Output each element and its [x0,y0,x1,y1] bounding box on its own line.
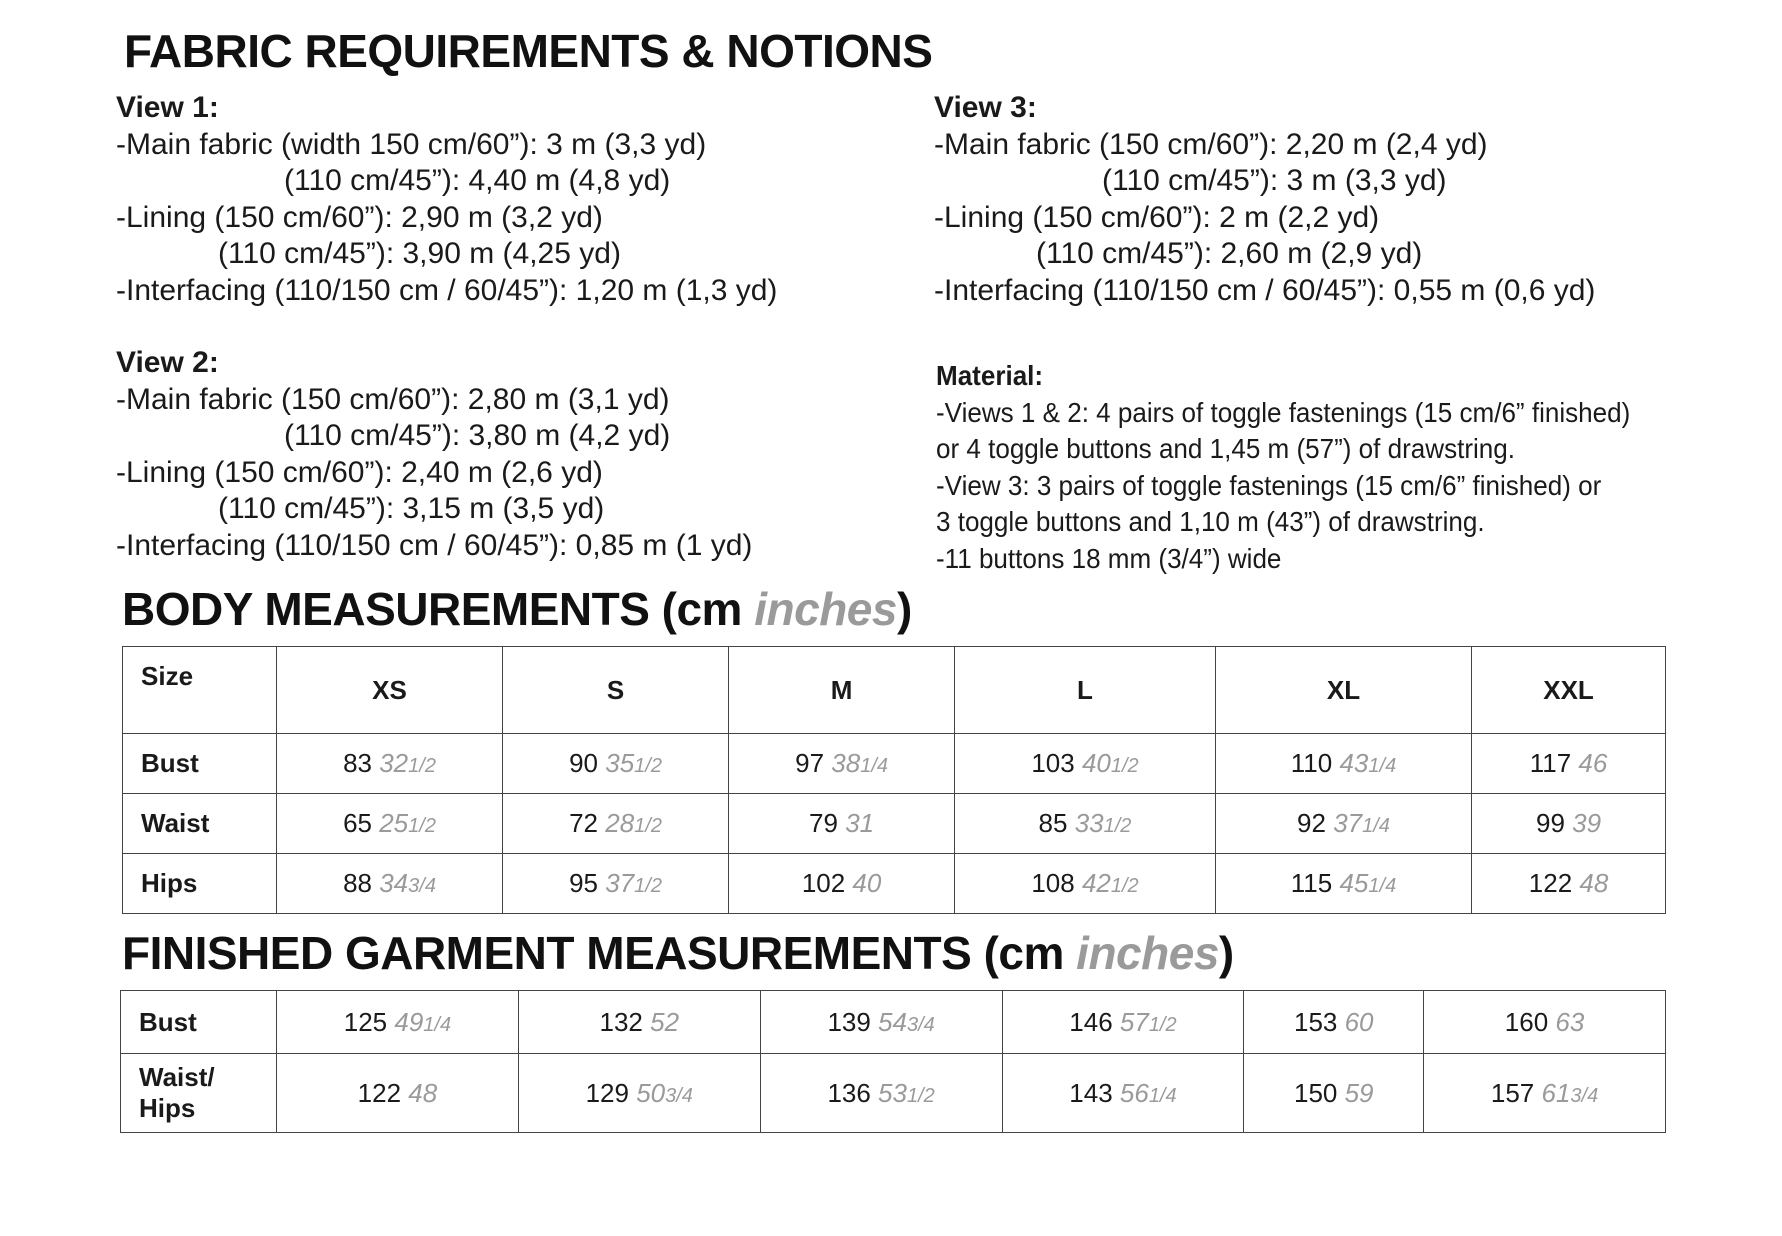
measurement-cell [1215,794,1471,854]
measurement-cell [1244,991,1424,1054]
inch-value: 25 [379,808,409,838]
inch-value: 39 [1572,808,1602,838]
inches-unit-label: inches [1076,927,1219,979]
measurement-cell [518,991,760,1054]
measurement-cell [1215,854,1471,914]
cm-value: 108 [1031,868,1082,898]
inch-fraction: 3/4 [408,875,436,897]
size-column-header: M [729,647,955,734]
inch-value: 42 [1081,868,1111,898]
cm-value: 92 [1297,808,1334,838]
body-measurements-table [122,646,1666,914]
table-row [123,854,1666,914]
view1-heading: View 1: [116,91,219,124]
cm-value: 90 [569,748,606,778]
material-line: 3 toggle buttons and 1,10 m (43”) of drawstring. [936,506,1485,537]
cm-value: 139 [827,1006,879,1037]
material-line: -View 3: 3 pairs of toggle fastenings (15 cm/6” finished) or [936,469,1602,501]
measurement-cell [729,794,955,854]
table-row [121,1054,1666,1133]
measurement-cell [277,734,503,794]
view1-line: -Lining (150 cm/60”): 2,90 m (3,2 yd) [116,200,603,234]
finished-garment-title: FINISHED GARMENT MEASUREMENTS (cm inches) [122,927,1234,979]
cm-value: 65 [343,808,380,838]
cm-value: 103 [1031,748,1082,778]
inch-fraction: 1/2 [634,815,662,837]
row-label: Hips [123,854,277,914]
cm-value: 146 [1069,1006,1120,1037]
table-row [121,991,1666,1054]
inch-fraction: 3/4 [665,1084,693,1107]
cm-value: 72 [569,808,606,838]
measurement-cell [1472,734,1666,794]
measurement-cell [1472,854,1666,914]
size-column-header: XXL [1472,647,1666,734]
view1-line: (110 cm/45”): 3,90 m (4,25 yd) [218,237,621,270]
view3-line: -Interfacing (110/150 cm / 60/45”): 0,55 m (0,6 yd) [934,273,1596,307]
size-column-header: XL [1215,647,1471,734]
fabric-requirements-title: FABRIC REQUIREMENTS & NOTIONS [124,25,933,77]
inch-value: 37 [1333,808,1363,838]
cm-value: 102 [801,868,853,898]
cm-value: 95 [569,868,606,898]
inch-value: 53 [878,1077,907,1108]
cm-value: 99 [1536,808,1573,838]
measurement-cell [277,854,503,914]
cm-value: 153 [1293,1006,1345,1037]
measurement-cell [518,1054,760,1133]
cm-value: 143 [1069,1077,1120,1108]
measurement-cell [729,734,955,794]
inch-value: 59 [1344,1077,1374,1108]
material-line: -Views 1 & 2: 4 pairs of toggle fastenings (15 cm/6” finished) [936,396,1631,428]
measurement-cell [760,1054,1002,1133]
measurement-cell [503,734,729,794]
fabric-left-column [116,90,777,564]
material-line: or 4 toggle buttons and 1,45 m (57”) of drawstring. [936,433,1515,464]
inch-fraction: 1/2 [408,815,436,837]
row-label: Bust [121,991,277,1054]
inch-value: 50 [636,1077,666,1108]
cm-value: 83 [343,748,380,778]
measurement-cell [729,854,955,914]
view3-line: -Lining (150 cm/60”): 2 m (2,2 yd) [934,200,1380,234]
inch-fraction: 1/4 [1148,1084,1177,1107]
inch-fraction: 1/2 [1110,875,1139,897]
inch-value: 63 [1555,1006,1585,1037]
measurement-cell [503,794,729,854]
inch-value: 34 [379,868,409,898]
cm-value: 129 [585,1077,637,1108]
measurement-cell [955,734,1216,794]
measurement-cell [277,1054,519,1133]
inch-fraction: 1/4 [1362,815,1390,837]
inch-value: 45 [1339,868,1369,898]
material-heading: Material: [936,360,1044,391]
inch-fraction: 1/4 [1368,755,1397,777]
inch-value: 32 [379,748,409,778]
inch-value: 40 [852,868,882,898]
inch-value: 48 [408,1077,438,1108]
view3-line: -Main fabric (150 cm/60”): 2,20 m (2,4 yd) [934,127,1488,161]
table-row [123,734,1666,794]
cm-value: 79 [809,808,846,838]
view2-line: (110 cm/45”): 3,80 m (4,2 yd) [284,419,671,452]
view3-line: (110 cm/45”): 2,60 m (2,9 yd) [1036,237,1423,270]
cm-value: 136 [827,1077,879,1108]
view3-heading: View 3: [934,91,1037,124]
material-section [936,358,1630,577]
inch-value: 54 [878,1006,907,1037]
inch-value: 57 [1119,1006,1149,1037]
inch-fraction: 1/2 [1110,755,1139,777]
measurement-cell [277,794,503,854]
inch-value: 49 [394,1006,424,1037]
inch-fraction: 3/4 [1570,1084,1599,1107]
view2-heading: View 2: [116,346,219,379]
view3-line: (110 cm/45”): 3 m (3,3 yd) [1102,164,1447,197]
measurement-cell [1244,1054,1424,1133]
size-header: Size [123,647,277,734]
inch-value: 48 [1579,868,1609,898]
inch-value: 31 [845,808,875,838]
cm-value: 122 [357,1077,409,1108]
cm-value: 110 [1290,748,1340,778]
measurement-cell [1002,1054,1244,1133]
measurement-cell [1472,794,1666,854]
inch-value: 33 [1074,808,1104,838]
view2-line: -Lining (150 cm/60”): 2,40 m (2,6 yd) [116,455,603,489]
measurement-cell [1002,991,1244,1054]
cm-value: 88 [343,868,380,898]
inches-unit-label: inches [754,583,897,635]
inch-value: 37 [605,868,635,898]
view1-line: -Main fabric (width 150 cm/60”): 3 m (3,3 yd) [116,127,707,161]
size-column-header: S [503,647,729,734]
measurement-cell [503,854,729,914]
measurement-cell [760,991,1002,1054]
body-measurements-title: BODY MEASUREMENTS (cm inches) [122,583,912,635]
measurement-cell [1215,734,1471,794]
size-column-header: XS [277,647,503,734]
row-label: Waist/ Hips [121,1054,277,1133]
fabric-right-column [934,90,1595,309]
inch-value: 46 [1578,748,1608,778]
measurement-cell [1424,1054,1666,1133]
material-line: -11 buttons 18 mm (3/4”) wide [936,542,1282,574]
inch-fraction: 1/4 [423,1013,452,1036]
table-row [123,794,1666,854]
cm-value: 97 [795,748,832,778]
inch-value: 28 [605,808,635,838]
measurement-cell [955,854,1216,914]
inch-value: 40 [1081,748,1111,778]
row-label: Bust [123,734,277,794]
cm-value: 125 [343,1006,395,1037]
row-label: Waist [123,794,277,854]
inch-fraction: 1/2 [634,875,662,897]
inch-value: 38 [831,748,861,778]
cm-value: 150 [1293,1077,1345,1108]
measurement-cell [1424,991,1666,1054]
inch-fraction: 3/4 [906,1013,935,1036]
cm-value: 157 [1490,1077,1542,1108]
measurement-cell [955,794,1216,854]
inch-fraction: 1/2 [408,755,436,777]
view2-line: -Main fabric (150 cm/60”): 2,80 m (3,1 yd) [116,382,670,416]
inch-value: 52 [650,1006,680,1037]
inch-value: 35 [605,748,635,778]
view2-line: (110 cm/45”): 3,15 m (3,5 yd) [218,492,605,525]
size-column-header: L [955,647,1216,734]
cm-value: 117 [1529,748,1579,778]
measurement-cell [277,991,519,1054]
cm-value: 132 [599,1006,651,1037]
inch-fraction: 1/2 [634,755,662,777]
cm-value: 122 [1528,868,1580,898]
inch-value: 56 [1119,1077,1149,1108]
view1-line: -Interfacing (110/150 cm / 60/45”): 1,20 m (1,3 yd) [116,273,778,307]
inch-fraction: 1/2 [1103,815,1132,837]
inch-value: 61 [1541,1077,1571,1108]
cm-value: 115 [1290,868,1340,898]
inch-value: 43 [1339,748,1369,778]
inch-value: 60 [1344,1006,1374,1037]
finished-garment-table [120,990,1666,1133]
view1-line: (110 cm/45”): 4,40 m (4,8 yd) [284,164,671,197]
inch-fraction: 1/2 [906,1084,935,1107]
cm-value: 85 [1038,808,1075,838]
view2-line: -Interfacing (110/150 cm / 60/45”): 0,85 m (1 yd) [116,528,753,562]
inch-fraction: 1/2 [1148,1013,1177,1036]
inch-fraction: 1/4 [1368,875,1397,897]
inch-fraction: 1/4 [860,755,889,777]
cm-value: 160 [1504,1006,1556,1037]
